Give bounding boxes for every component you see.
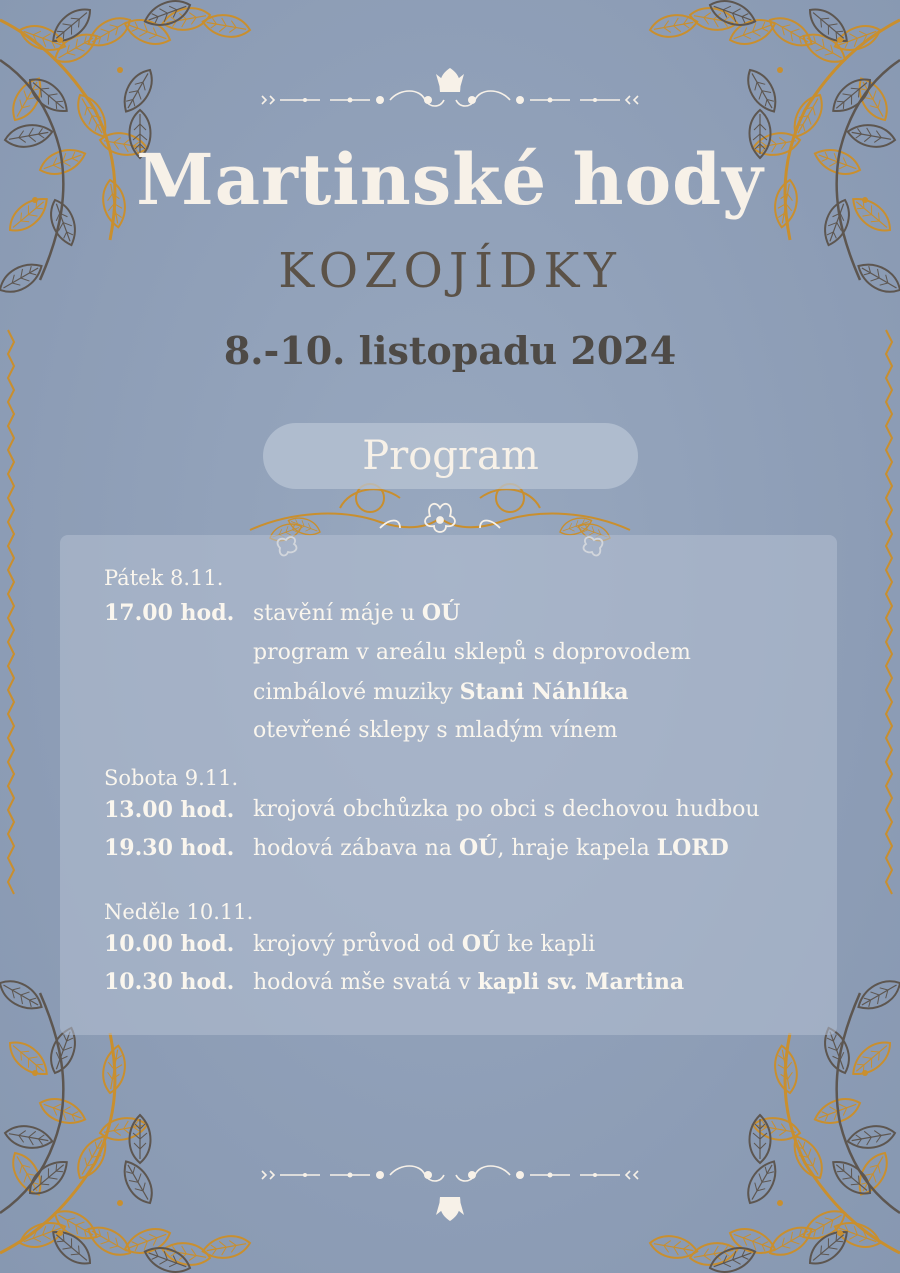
village-name: KOZOJÍDKY <box>278 243 622 299</box>
program-item: krojová obchůzka po obci s dechovou hudbou <box>253 797 760 822</box>
program-item: krojový průvod od OÚ ke kapli <box>253 931 596 957</box>
program-item: cimbálové muziky Stani Náhlíka <box>253 679 629 705</box>
program-item: hodová zábava na OÚ, hraje kapela LORD <box>253 835 729 861</box>
day-label: Sobota 9.11. <box>104 766 239 790</box>
program-item: otevřené sklepy s mladým vínem <box>253 718 618 743</box>
divider-scroll-ornament <box>262 68 638 106</box>
time-label: 10.00 hod. <box>104 931 235 957</box>
program-item: program v areálu sklepů s doprovodem <box>253 640 691 665</box>
program-item: stavění máje u OÚ <box>253 600 461 626</box>
time-label: 13.00 hod. <box>104 797 235 823</box>
time-label: 10.30 hod. <box>104 969 235 995</box>
day-label: Neděle 10.11. <box>104 900 254 924</box>
event-dates: 8.-10. listopadu 2024 <box>223 328 677 373</box>
program-heading: Program <box>263 423 638 489</box>
time-label: 17.00 hod. <box>104 600 235 626</box>
day-label: Pátek 8.11. <box>104 566 224 590</box>
time-label: 19.30 hod. <box>104 835 235 861</box>
event-title: Martinské hody <box>136 138 764 221</box>
program-item: hodová mše svatá v kapli sv. Martina <box>253 969 685 995</box>
